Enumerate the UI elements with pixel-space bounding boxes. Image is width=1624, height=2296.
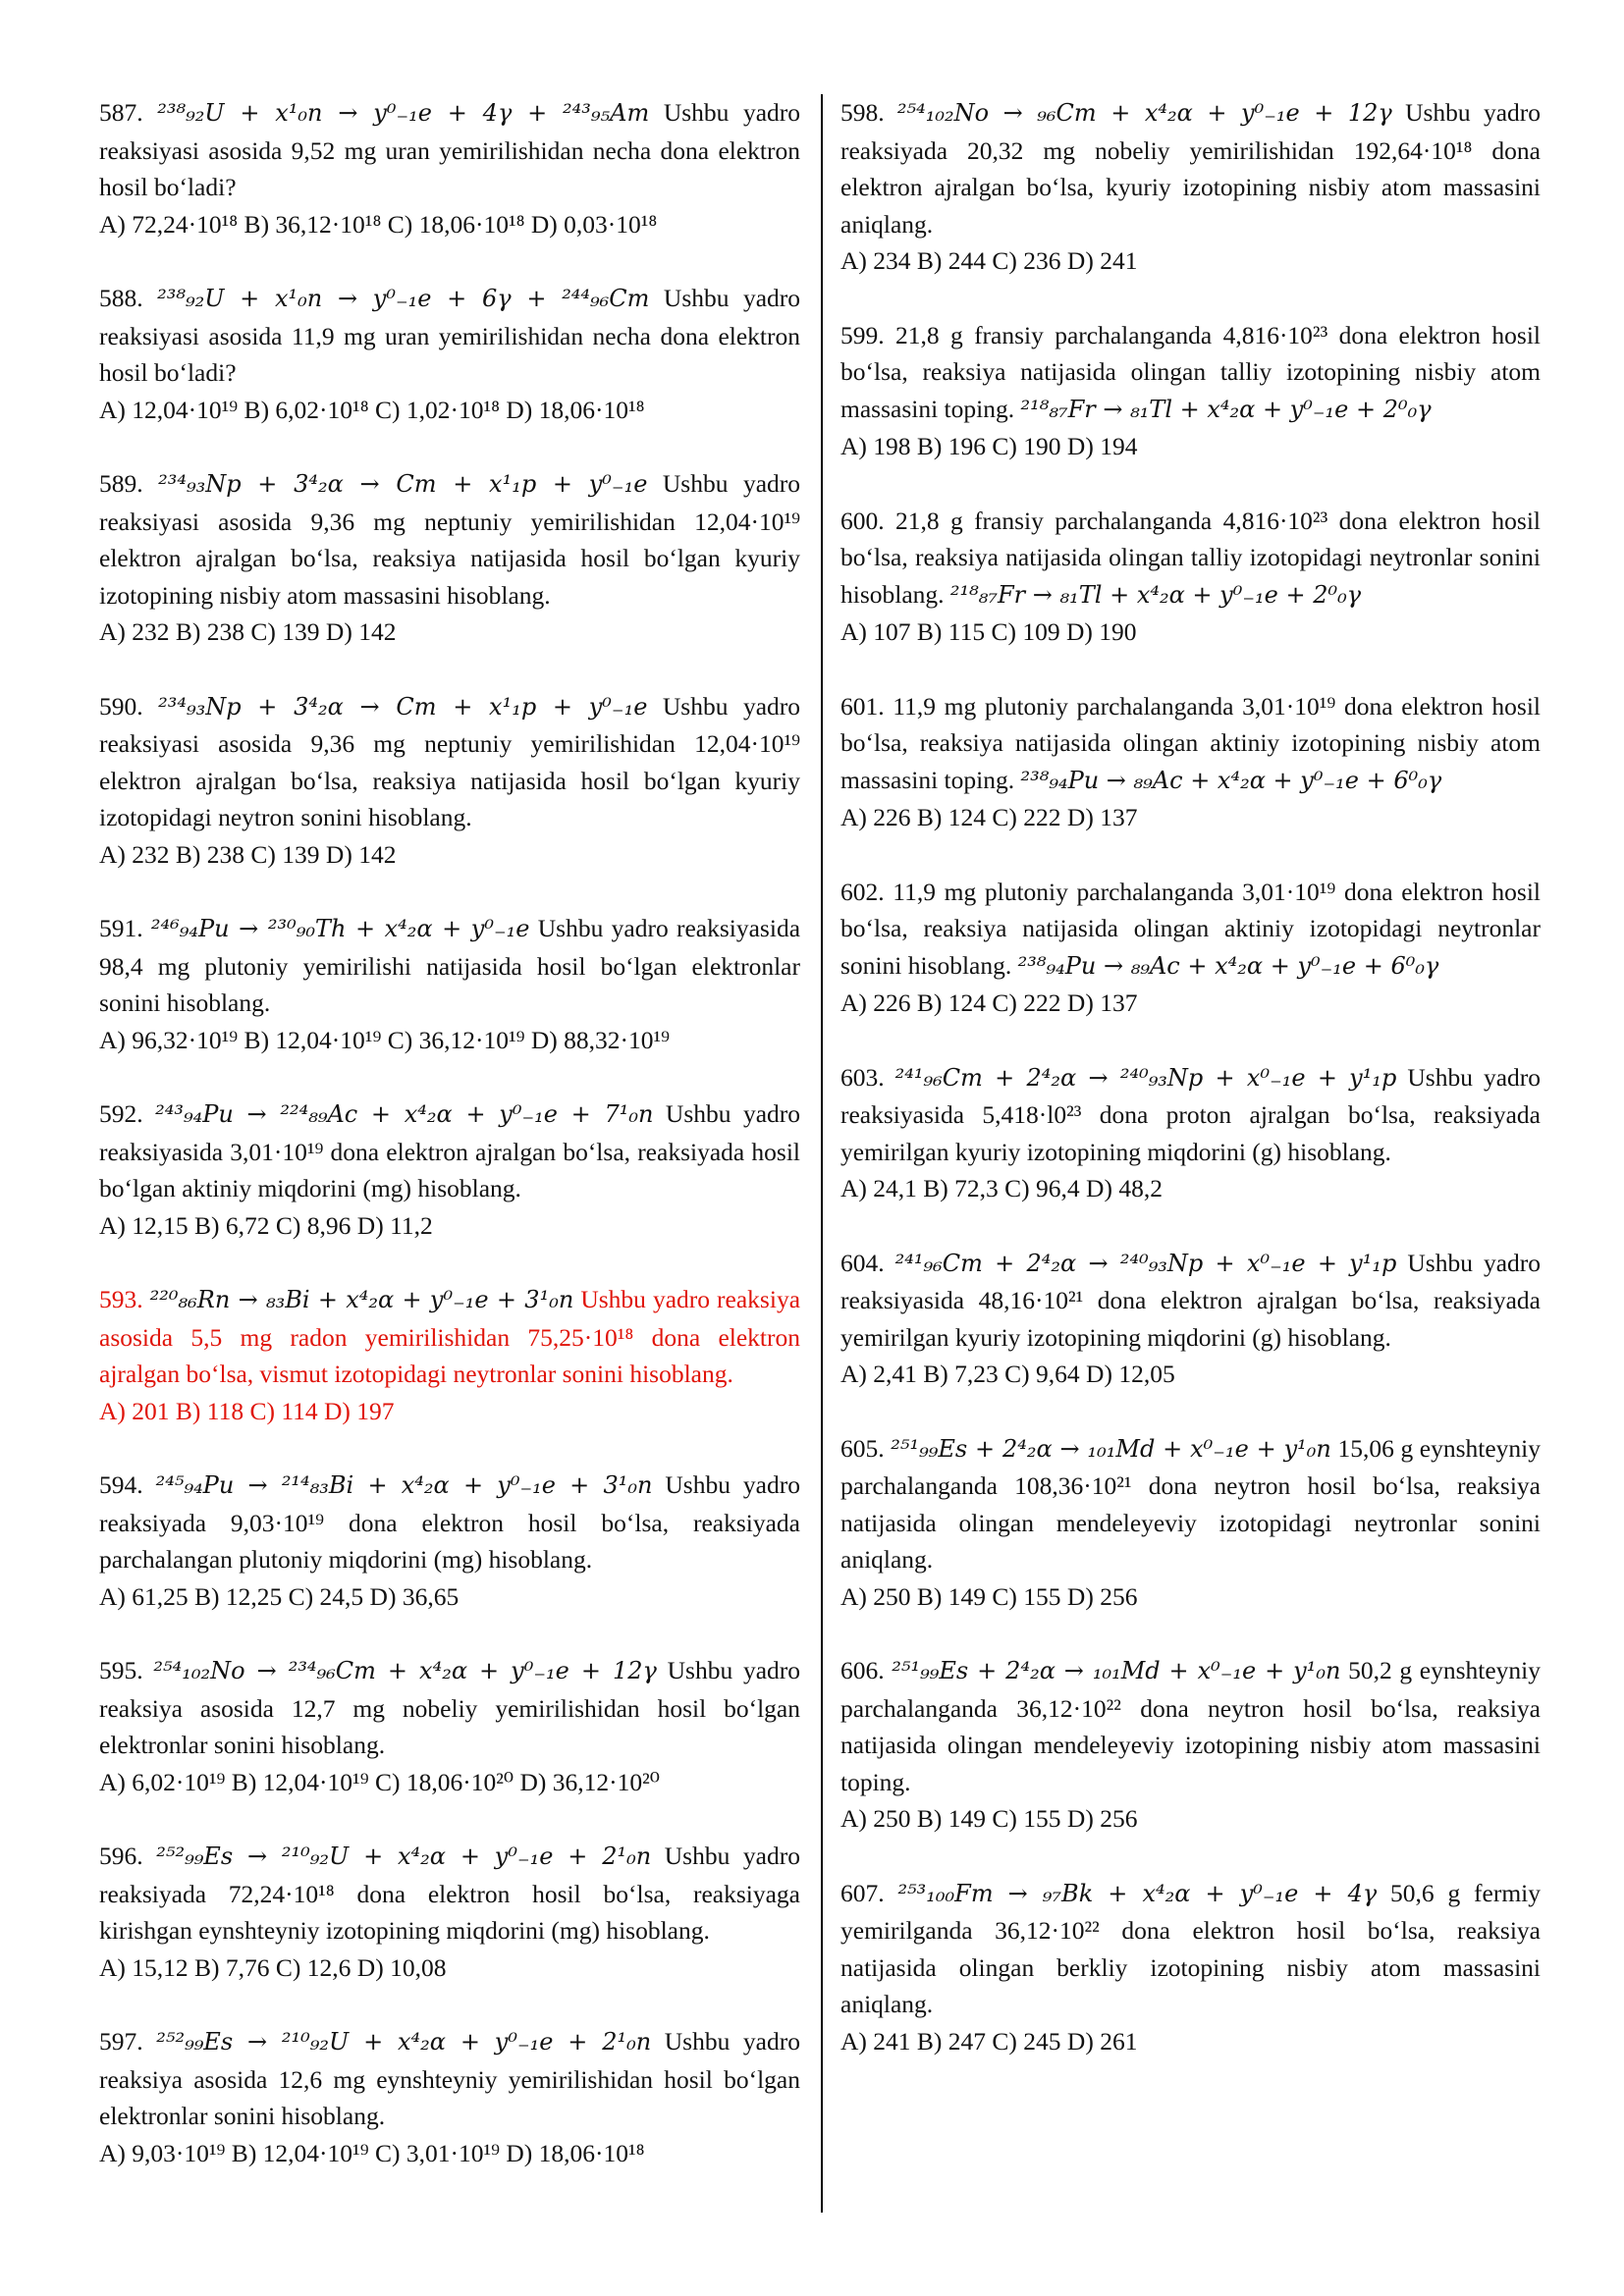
problem-599 [840, 317, 1541, 465]
problem-text: 21,8 g fransiy parchalanganda 4,816·10²³ dona elektron hosil bo‘lsa, reaksiya natijasida olingan talliy izotopidagi neytronlar sonini hisoblang. [840, 506, 1541, 609]
problem-number: 589. [99, 469, 143, 498]
problem-597 [99, 2023, 800, 2171]
answer-options: A) 12,15 B) 6,72 C) 8,96 D) 11,2 [99, 1210, 433, 1240]
answer-options: A) 9,03·10¹⁹ B) 12,04·10¹⁹ C) 3,01·10¹⁹ D) 18,06·10¹⁸ [99, 2138, 645, 2167]
reaction-equation: ²⁵²₉₉Es → ²¹⁰₉₂U + x⁴₂α + y⁰₋₁e + 2¹₀n [156, 2028, 652, 2056]
answer-options: A) 232 B) 238 C) 139 D) 142 [99, 839, 397, 869]
problem-text: 11,9 mg plutoniy parchalanganda 3,01·10¹⁹ dona elektron hosil bo‘lsa, reaksiya natijasida olingan aktiniy izotopining nisbiy atom massasini toping. [840, 691, 1541, 794]
answer-options: A) 234 B) 244 C) 236 D) 241 [840, 246, 1138, 275]
reaction-equation: ²⁴¹₉₆Cm + 2⁴₂α → ²⁴⁰₉₃Np + x⁰₋₁e + y¹₁p [894, 1249, 1397, 1277]
problem-number: 601. [840, 691, 885, 721]
problem-596 [99, 1838, 800, 1986]
problem-number: 594. [99, 1470, 143, 1499]
reaction-equation: ²⁴¹₉₆Cm + 2⁴₂α → ²⁴⁰₉₃Np + x⁰₋₁e + y¹₁p [894, 1063, 1397, 1092]
reaction-equation: ²⁴⁵₉₄Pu → ²¹⁴₈₃Bi + x⁴₂α + y⁰₋₁e + 3¹₀n [155, 1471, 653, 1499]
problem-text: Ushbu yadro reaksiyasi asosida 11,9 mg uran yemirilishidan necha dona elektron hosil bo‘ladi? [99, 284, 801, 387]
problem-text: Ushbu yadro reaksiyasida 98,4 mg plutoniy yemirilishi natijasida hosil bo‘lgan elektronlar sonini hisoblang. [99, 914, 801, 1017]
reaction-equation: ²⁵¹₉₉Es + 2⁴₂α → ₁₀₁Md + x⁰₋₁e + y¹₀n [891, 1434, 1331, 1463]
problem-text: Ushbu yadro reaksiyasida 5,418·l0²³ dona proton ajralgan bo‘lsa, reaksiyada yemirilgan kyuriy izotopining miqdorini (g) hisoblang. [840, 1062, 1542, 1166]
problem-606 [840, 1652, 1541, 1838]
reaction-equation: ²¹⁸₈₇Fr → ₈₁Tl + x⁴₂α + y⁰₋₁e + 2⁰₀γ [1020, 395, 1432, 423]
problem-text: Ushbu yadro reaksiyada 20,32 mg nobeliy yemirilishidan 192,64·10¹⁸ dona elektron ajralgan bo‘lsa, kyuriy izotopining nisbiy atom massasini aniqlang. [840, 98, 1542, 239]
problem-text: Ushbu yadro reaksiya asosida 5,5 mg radon yemirilishidan 75,25·10¹⁸ dona elektron ajralgan bo‘lsa, vismut izotopidagi neytronlar sonini hisoblang. [99, 1285, 801, 1388]
answer-options: A) 61,25 B) 12,25 C) 24,5 D) 36,65 [99, 1581, 460, 1611]
reaction-equation: ²⁵⁴₁₀₂No → ²³⁴₉₆Cm + x⁴₂α + y⁰₋₁e + 12γ [153, 1657, 657, 1684]
problem-589 [99, 465, 800, 651]
reaction-equation: ²³⁸₉₄Pu → ₈₉Ac + x⁴₂α + y⁰₋₁e + 6⁰₀γ [1020, 766, 1442, 794]
reaction-equation: ²²⁰₈₆Rn → ₈₃Bi + x⁴₂α + y⁰₋₁e + 3¹₀n [149, 1286, 574, 1313]
problem-text: Ushbu yadro reaksiyasi asosida 9,36 mg neptuniy yemirilishidan 12,04·10¹⁹ elektron ajralgan bo‘lsa, reaksiya natijasida hosil bo‘lgan kyuriy izotopining nisbiy atom massasini hisoblang. [99, 469, 801, 610]
problem-number: 592. [99, 1099, 143, 1128]
problem-text: Ushbu yadro reaksiyasida 3,01·10¹⁹ dona elektron ajralgan bo‘lsa, reaksiyada hosil bo‘lgan aktiniy miqdorini (mg) hisoblang. [99, 1099, 801, 1202]
problem-600 [840, 503, 1541, 651]
problem-number: 596. [99, 1842, 143, 1870]
answer-options: A) 250 B) 149 C) 155 D) 256 [840, 1804, 1138, 1833]
column-divider [821, 94, 823, 2213]
answer-options: A) 2,41 B) 7,23 C) 9,64 D) 12,05 [840, 1360, 1175, 1388]
left-column [99, 94, 800, 2209]
problem-601 [840, 688, 1541, 836]
problem-text: Ushbu yadro reaksiyasi asosida 9,52 mg uran yemirilishidan necha dona elektron hosil bo‘ladi? [99, 98, 801, 201]
reaction-equation: ²³⁸₉₂U + x¹₀n → y⁰₋₁e + 4γ + ²⁴³₉₅Am [157, 99, 650, 127]
problem-number: 606. [840, 1656, 885, 1684]
reaction-equation: ²³⁴₉₃Np + 3⁴₂α → Cm + x¹₁p + y⁰₋₁e [158, 692, 648, 721]
answer-options: A) 232 B) 238 C) 139 D) 142 [99, 617, 397, 646]
problem-text: 50,2 g eynshteyniy parchalanganda 36,12·10²² dona neytron hosil bo‘lsa, reaksiya natijasida olingan mendeleyeviy izotopining nisbiy atom massasini toping. [840, 1656, 1542, 1796]
problem-605 [840, 1430, 1541, 1616]
answer-options: A) 15,12 B) 7,76 C) 12,6 D) 10,08 [99, 1952, 447, 1982]
reaction-equation: ²³⁸₉₂U + x¹₀n → y⁰₋₁e + 6γ + ²⁴⁴₉₆Cm [157, 285, 650, 312]
reaction-equation: ²³⁴₉₃Np + 3⁴₂α → Cm + x¹₁p + y⁰₋₁e [158, 470, 648, 498]
problem-number: 603. [840, 1062, 885, 1092]
problem-number: 590. [99, 691, 143, 721]
problem-text: Ushbu yadro reaksiyada 72,24·10¹⁸ dona elektron hosil bo‘lsa, reaksiyaga kirishgan eynshteyniy izotopining miqdorini (mg) hisoblang. [99, 1842, 800, 1945]
problem-number: 599. [840, 320, 885, 349]
problem-text: Ushbu yadro reaksiyasi asosida 9,36 mg neptuniy yemirilishidan 12,04·10¹⁹ elektron ajralgan bo‘lsa, reaksiya natijasida hosil bo‘lgan kyuriy izotopidagi neytron sonini hisoblang. [99, 691, 801, 831]
problem-text: 11,9 mg plutoniy parchalanganda 3,01·10¹⁹ dona elektron hosil bo‘lsa, reaksiya natijasida olingan aktiniy izotopidagi neytronlar sonini hisoblang. [840, 877, 1541, 980]
problem-number: 607. [840, 1878, 885, 1907]
problem-592 [99, 1095, 800, 1244]
problem-593-highlighted [99, 1281, 800, 1429]
problem-number: 588. [99, 284, 143, 312]
problem-602 [840, 874, 1541, 1022]
answer-options: A) 6,02·10¹⁹ B) 12,04·10¹⁹ C) 18,06·10²⁰ D) 36,12·10²⁰ [99, 1767, 660, 1796]
reaction-equation: ²⁵¹₉₉Es + 2⁴₂α → ₁₀₁Md + x⁰₋₁e + y¹₀n [892, 1657, 1341, 1684]
problem-text: 21,8 g fransiy parchalanganda 4,816·10²³ dona elektron hosil bo‘lsa, reaksiya natijasida olingan talliy izotopining nisbiy atom massasini toping. [840, 320, 1541, 423]
answer-options: A) 12,04·10¹⁹ B) 6,02·10¹⁸ C) 1,02·10¹⁸ D) 18,06·10¹⁸ [99, 395, 645, 424]
problem-text: Ushbu yadro reaksiyada 9,03·10¹⁹ dona elektron hosil bo‘lsa, reaksiyada parchalangan plutoniy miqdorini (mg) hisoblang. [99, 1470, 800, 1574]
reaction-equation: ²¹⁸₈₇Fr → ₈₁Tl + x⁴₂α + y⁰₋₁e + 2⁰₀γ [949, 580, 1362, 609]
answer-options: A) 250 B) 149 C) 155 D) 256 [840, 1581, 1138, 1611]
problem-number: 595. [99, 1656, 143, 1684]
reaction-equation: ²⁵²₉₉Es → ²¹⁰₉₂U + x⁴₂α + y⁰₋₁e + 2¹₀n [156, 1842, 652, 1870]
problem-604 [840, 1245, 1541, 1393]
problem-594 [99, 1467, 800, 1615]
problem-590 [99, 688, 800, 874]
problem-number: 597. [99, 2027, 143, 2056]
problem-text: Ushbu yadro reaksiyasida 48,16·10²¹ dona elektron ajralgan bo‘lsa, reaksiyada yemirilgan kyuriy izotopining miqdorini (g) hisoblang. [840, 1248, 1542, 1352]
right-column [840, 94, 1541, 2097]
problem-number: 604. [840, 1248, 885, 1277]
reaction-equation: ²⁴³₉₄Pu → ²²⁴₈₉Ac + x⁴₂α + y⁰₋₁e + 7¹₀n [155, 1100, 654, 1128]
problem-591 [99, 910, 800, 1058]
problem-587 [99, 94, 800, 242]
problem-number: 598. [840, 98, 885, 127]
reaction-equation: ²⁵⁴₁₀₂No → ₉₆Cm + x⁴₂α + y⁰₋₁e + 12γ [896, 99, 1392, 127]
answer-options: A) 201 B) 118 C) 114 D) 197 [99, 1396, 395, 1425]
problem-text: 15,06 g eynshteyniy parchalanganda 108,36·10²¹ dona neytron hosil bo‘lsa, reaksiya natijasida olingan mendeleyeviy izotopidagi neytronlar sonini aniqlang. [840, 1433, 1542, 1574]
problem-588 [99, 280, 800, 428]
problem-595 [99, 1652, 800, 1800]
problem-number: 605. [840, 1433, 885, 1463]
answer-options: A) 72,24·10¹⁸ B) 36,12·10¹⁸ C) 18,06·10¹⁸ D) 0,03·10¹⁸ [99, 209, 658, 239]
problem-number: 591. [99, 914, 143, 942]
problem-number: 593. [99, 1285, 143, 1313]
answer-options: A) 226 B) 124 C) 222 D) 137 [840, 803, 1138, 831]
reaction-equation: ²⁵³₁₀₀Fm → ₉₇Bk + x⁴₂α + y⁰₋₁e + 4γ [897, 1879, 1378, 1907]
answer-options: A) 241 B) 247 C) 245 D) 261 [840, 2026, 1138, 2056]
problem-603 [840, 1059, 1541, 1207]
problem-598 [840, 94, 1541, 280]
answer-options: A) 96,32·10¹⁹ B) 12,04·10¹⁹ C) 36,12·10¹⁹ D) 88,32·10¹⁹ [99, 1025, 671, 1054]
problem-number: 587. [99, 98, 143, 127]
problem-text: 50,6 g fermiy yemirilganda 36,12·10²² dona elektron hosil bo‘lsa, reaksiya natijasida olingan berkliy izotopining nisbiy atom massasini aniqlang. [840, 1878, 1541, 2018]
answer-options: A) 24,1 B) 72,3 C) 96,4 D) 48,2 [840, 1174, 1163, 1202]
problem-text: Ushbu yadro reaksiya asosida 12,6 mg eynshteyniy yemirilishidan hosil bo‘lgan elektronlar sonini hisoblang. [99, 2027, 800, 2130]
answer-options: A) 198 B) 196 C) 190 D) 194 [840, 432, 1138, 460]
answer-options: A) 226 B) 124 C) 222 D) 137 [840, 988, 1138, 1017]
reaction-equation: ²⁴⁶₉₄Pu → ²³⁰₉₀Th + x⁴₂α + y⁰₋₁e [150, 915, 530, 942]
problem-607 [840, 1875, 1541, 2060]
answer-options: A) 107 B) 115 C) 109 D) 190 [840, 617, 1137, 646]
problem-number: 600. [840, 506, 885, 535]
problem-text: Ushbu yadro reaksiya asosida 12,7 mg nobeliy yemirilishidan hosil bo‘lgan elektronlar sonini hisoblang. [99, 1656, 801, 1759]
reaction-equation: ²³⁸₉₄Pu → ₈₉Ac + x⁴₂α + y⁰₋₁e + 6⁰₀γ [1017, 951, 1439, 980]
problem-number: 602. [840, 877, 885, 906]
